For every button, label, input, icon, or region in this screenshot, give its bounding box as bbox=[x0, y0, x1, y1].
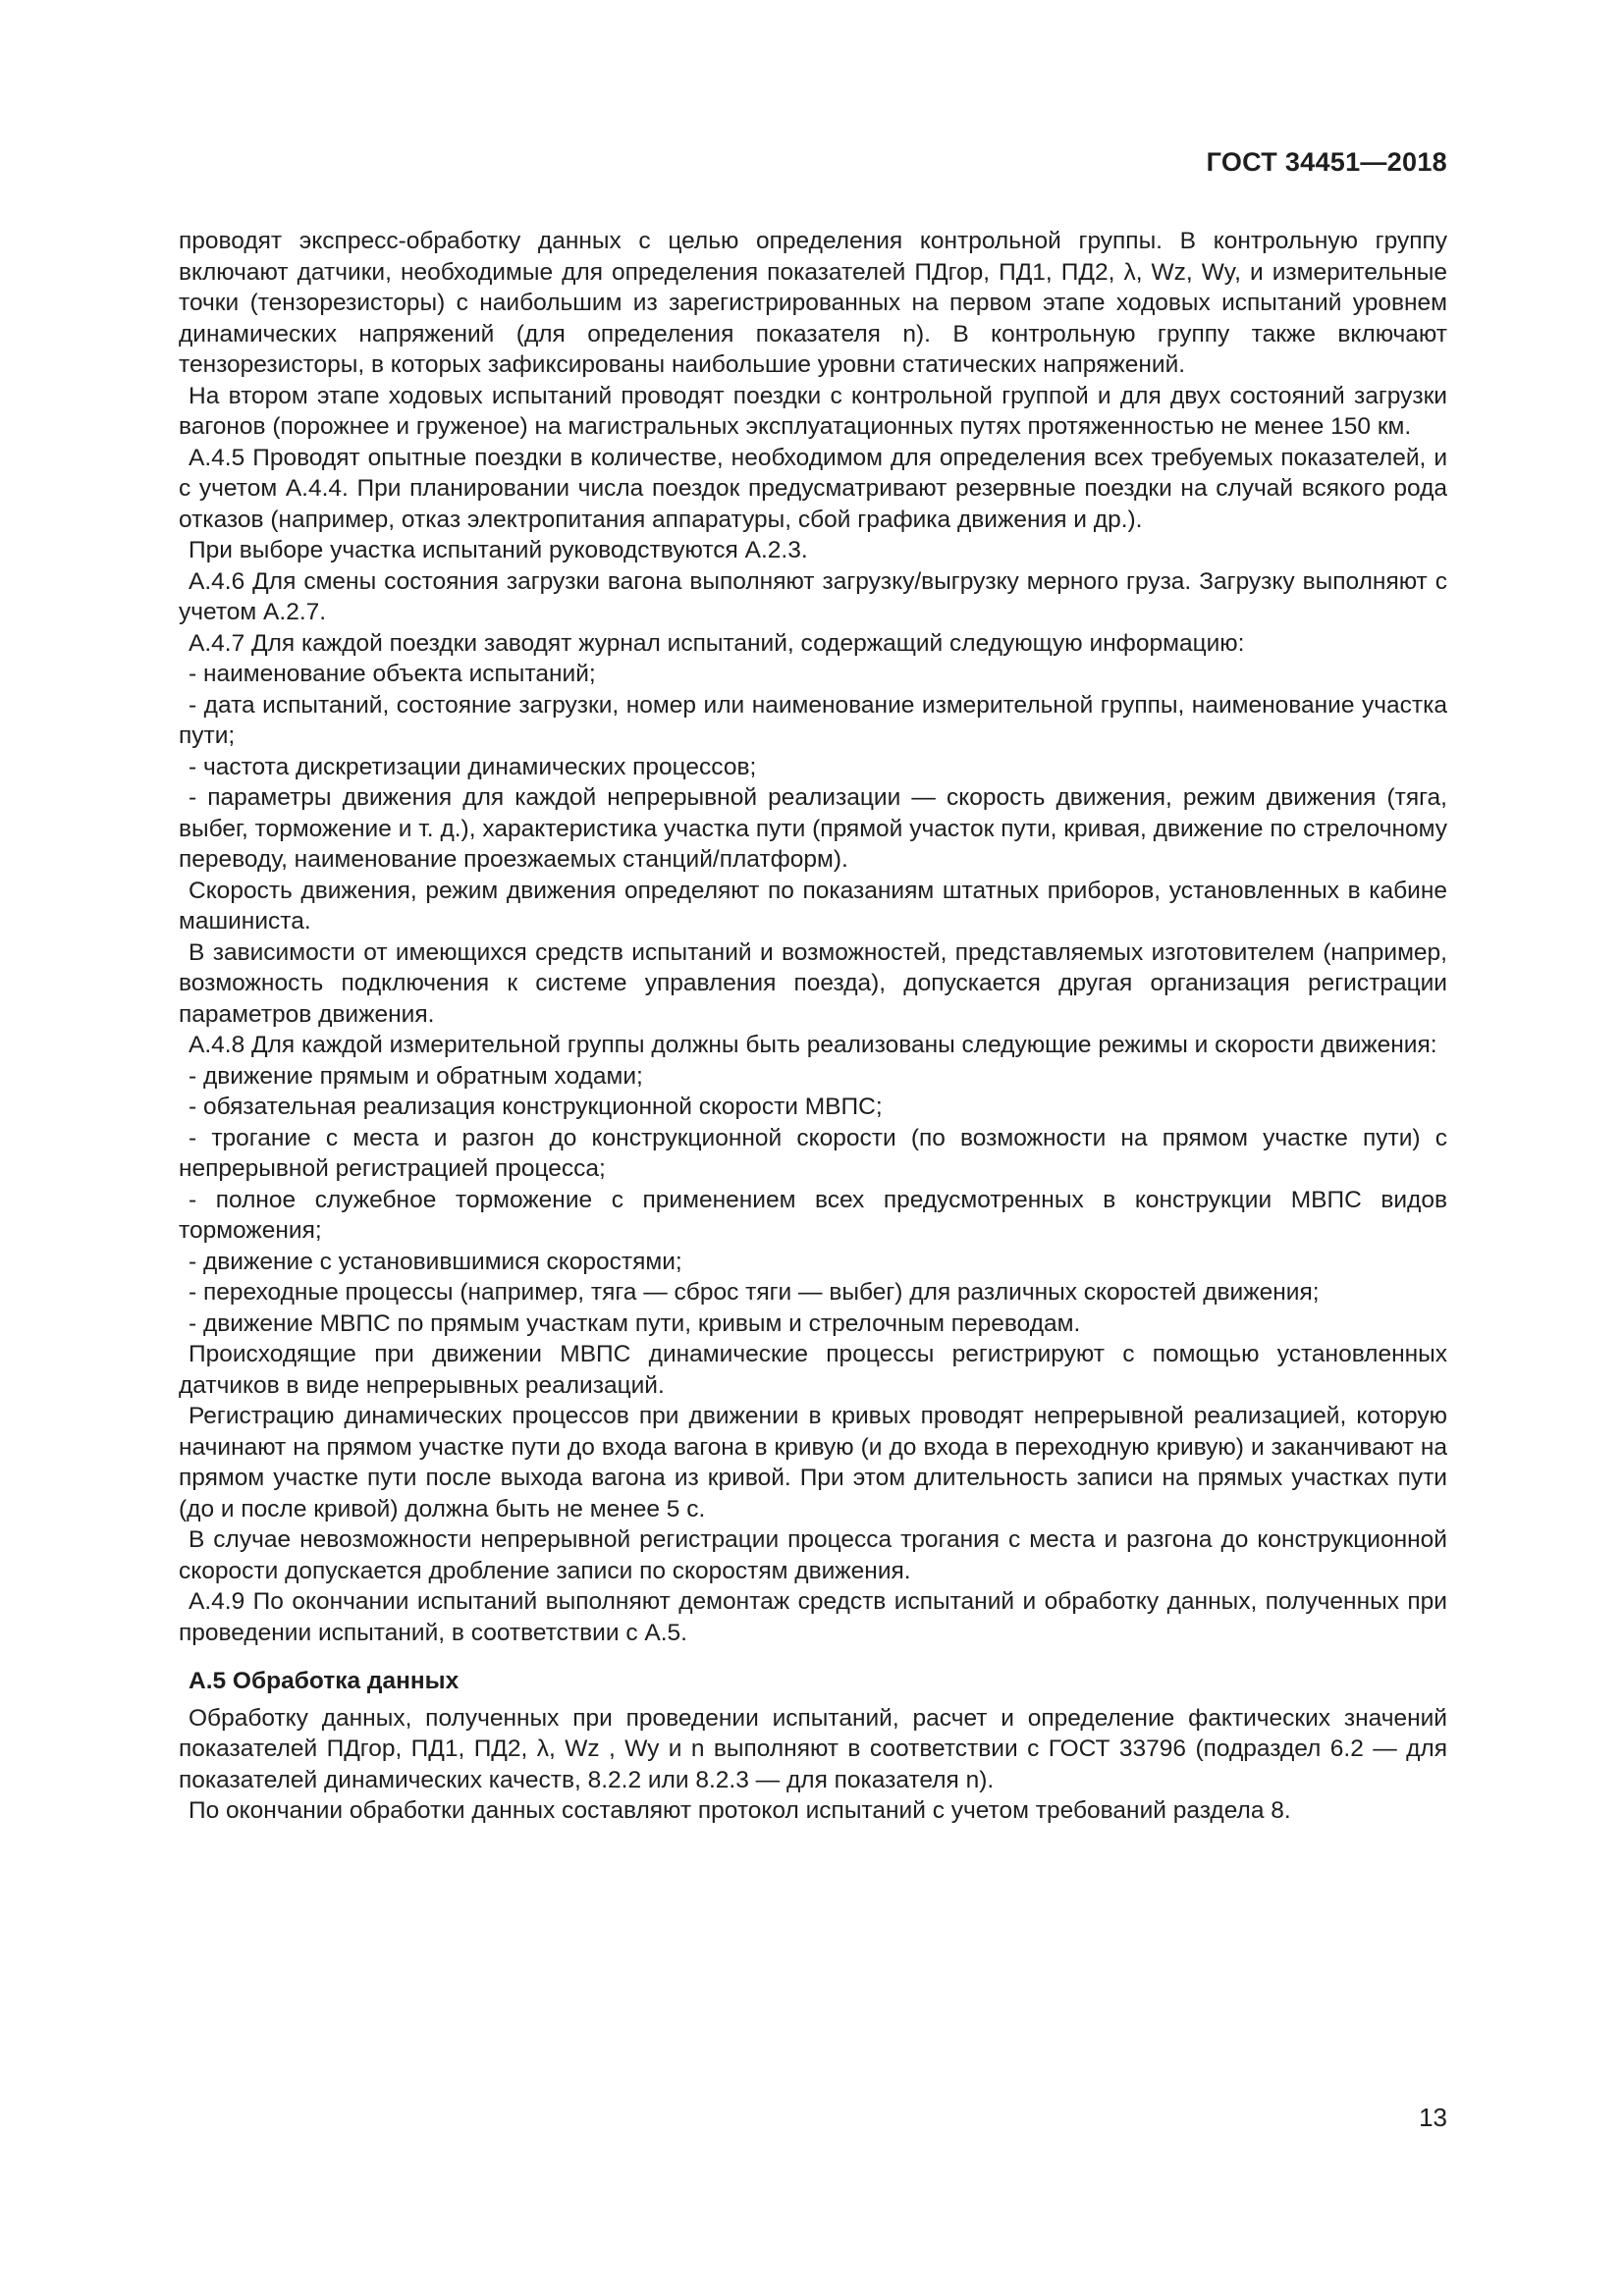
list-item: - параметры движения для каждой непрерывной реализации — скорость движения, режим движения (тяга, выбег, торможение и т. д.), характеристика участка пути (прямой участок пути, кривая, движение по стрелочному переводу, наименование проезжаемых станций/платформ). bbox=[179, 784, 1447, 873]
document-code: ГОСТ 34451—2018 bbox=[1206, 147, 1447, 177]
list-item: - движение с установившимися скоростями; bbox=[189, 1248, 682, 1275]
page-number: 13 bbox=[1419, 2103, 1447, 2132]
section-heading: А.5 Обработка данных bbox=[189, 1668, 460, 1694]
list-item: - обязательная реализация конструкционной скорости МВПС; bbox=[189, 1094, 883, 1120]
page-body bbox=[179, 226, 1447, 1827]
list-item: - частота дискретизации динамических процессов; bbox=[189, 753, 757, 780]
clause-a-4-5: А.4.5 Проводят опытные поездки в количестве, необходимом для определения всех требуемых показателей, и с учетом А.4.4. При планировании числа поездок предусматривают резервные поездки на случай всякого рода отказов (например, отказ электропитания аппаратуры, сбой графика движения и др.). bbox=[179, 444, 1447, 533]
list-item: - дата испытаний, состояние загрузки, номер или наименование измерительной группы, наименование участка пути; bbox=[179, 691, 1447, 749]
paragraph-fragmentation: В случае невозможности непрерывной регистрации процесса трогания с места и разгона до конструкционной скорости допускается дробление записи по скоростям движения. bbox=[179, 1526, 1447, 1584]
paragraph-curves: Регистрацию динамических процессов при движении в кривых проводят непрерывной реализацией, которую начинают на прямом участке пути до входа вагона в кривую (и до входа в переходную кривую) и заканчивают на прямом участке пути после выхода вагона из кривой. При этом длительность записи на прямых участках пути (до и после кривой) должна быть не менее 5 с. bbox=[179, 1403, 1447, 1522]
list-item: - движение прямым и обратным ходами; bbox=[189, 1062, 643, 1090]
paragraph-test-section: При выборе участка испытаний руководствуются А.2.3. bbox=[189, 537, 808, 563]
list-item: - полное служебное торможение с применением всех предусмотренных в конструкции МВПС видов торможения; bbox=[179, 1186, 1447, 1244]
paragraph-processing: Обработку данных, полученных при проведении испытаний, расчет и определение фактических значений показателей ПДгор, ПД1, ПД2, λ, Wz , Wy и n выполняют в соответствии с ГОСТ 33796 (подраздел 6.2 — для показателей динамических качеств, 8.2.2 или 8.2.3 — для показателя n). bbox=[179, 1704, 1447, 1793]
list-item: - движение МВПС по прямым участкам пути, кривым и стрелочным переводам. bbox=[189, 1309, 1081, 1337]
clause-a-4-9: А.4.9 По окончании испытаний выполняют демонтаж средств испытаний и обработку данных, полученных при проведении испытаний, в соответствии с А.5. bbox=[179, 1588, 1447, 1646]
list-item: - трогание с места и разгон до конструкционной скорости (по возможности на прямом участке пути) с непрерывной регистрацией процесса; bbox=[179, 1124, 1447, 1182]
paragraph-protocol: По окончании обработки данных составляют протокол испытаний с учетом требований раздела 8. bbox=[189, 1797, 1291, 1824]
clause-a-4-8: А.4.8 Для каждой измерительной группы должны быть реализованы следующие режимы и скорости движения: bbox=[189, 1032, 1437, 1058]
paragraph-1: проводят экспресс-обработку данных с целью определения контрольной группы. В контрольную группу включают датчики, необходимые для определения показателей ПДгор, ПД1, ПД2, λ, Wz, Wy, и измерительные точки (тензорезисторы) с наибольшим из зарегистрированных на первом этапе ходовых испытаний уровнем динамических напряжений (для определения показателя n). В контрольную группу также включают тензорезисторы, в которых зафиксированы наибольшие уровни статических напряжений. bbox=[179, 228, 1447, 378]
paragraph-alternative: В зависимости от имеющихся средств испытаний и возможностей, представляемых изготовителем (например, возможность подключения к системе управления поезда), допускается другая организация регистрации параметров движения. bbox=[179, 938, 1447, 1028]
paragraph-2: На втором этапе ходовых испытаний проводят поездки с контрольной группой и для двух состояний загрузки вагонов (порожнее и груженое) на магистральных эксплуатационных путях протяженностью не менее 150 км. bbox=[179, 382, 1447, 440]
list-item: - наименование объекта испытаний; bbox=[189, 661, 596, 687]
clause-a-4-7: А.4.7 Для каждой поездки заводят журнал испытаний, содержащий следующую информацию: bbox=[189, 629, 1245, 657]
clause-a-4-6: А.4.6 Для смены состояния загрузки вагона выполняют загрузку/выгрузку мерного груза. Загрузку выполняют с учетом А.2.7. bbox=[179, 567, 1447, 625]
paragraph-sensors: Происходящие при движении МВПС динамические процессы регистрируют с помощью установленных датчиков в виде непрерывных реализаций. bbox=[179, 1341, 1447, 1399]
list-item: - переходные процессы (например, тяга — сброс тяги — выбег) для различных скоростей движения; bbox=[189, 1279, 1320, 1306]
paragraph-speed: Скорость движения, режим движения определяют по показаниям штатных приборов, установленных в кабине машиниста. bbox=[179, 877, 1447, 934]
